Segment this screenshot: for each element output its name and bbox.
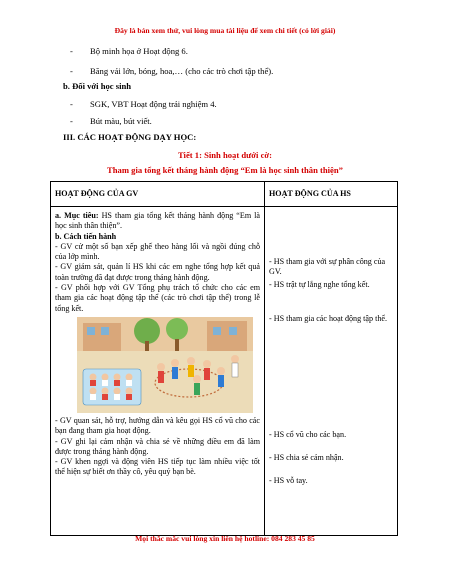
hs-step: - HS vỗ tay. [269, 476, 308, 485]
list-item: - SGK, VBT Hoạt động trải nghiệm 4. [70, 99, 217, 109]
seated-students [83, 369, 141, 405]
list-item: - Bút màu, bút viết. [70, 116, 152, 126]
column-header-gv: HOẠT ĐỘNG CỦA GV [51, 182, 265, 207]
schoolyard-illustration [77, 317, 253, 413]
activity-table [50, 181, 398, 536]
hs-cell [265, 207, 398, 536]
hs-step: - HS cổ vũ cho các bạn. [269, 430, 347, 439]
hotline-banner: Mọi thắc mắc vui lòng xin liên hệ hotline: 084 283 45 85 [135, 534, 315, 543]
gv-step: - GV giám sát, quản lí HS khi các em nghe tổng hợp kết quả toàn trường đã đạt được trong tháng hành động. [55, 262, 260, 282]
student-heading: b. Đối với học sinh [63, 81, 132, 91]
hs-step: - HS trật tự lắng nghe tổng kết. [269, 280, 370, 289]
lesson-title: Tiết 1: Sinh hoạt dưới cờ: [177, 150, 273, 160]
gv-step: - GV phối hợp với GV Tổng phụ trách tổ chức cho các em tham gia các hoạt động tập thể (các trò chơi tập thể) trong lễ tổng kết. [55, 283, 260, 313]
gv-step: - GV quan sát, hỗ trợ, hướng dẫn và kêu gọi HS cổ vũ cho các bạn đang tham gia hoạt động. [55, 415, 260, 436]
hs-step: - HS tham gia với sự phân công của GV. [269, 257, 386, 277]
gv-step: - GV khen ngợi và động viên HS tiếp tục làm nhiều việc tốt thể hiện sự biết ơn thầy cô, yêu quý bạn bè. [55, 457, 260, 477]
gv-step: - GV ghi lại cảm nhận và chia sẻ về những điều em đã làm được trong tháng hành động. [55, 436, 260, 456]
method-label: b. Cách tiến hành [55, 231, 117, 241]
list-item-text: Bộ minh họa ở Hoạt động 6. [90, 46, 188, 56]
activity-illustration [77, 317, 253, 413]
goal-text: HS tham gia tổng kết tháng hành động “Em là học sinh thân thiện”. [55, 211, 260, 231]
gv-cell [51, 207, 265, 536]
preview-banner: Đây là bản xem thử, vui lòng mua tài liệu để xem chi tiết (có lời giải) [114, 26, 336, 35]
list-item-text: SGK, VBT Hoạt động trải nghiệm 4. [90, 99, 217, 109]
goal-paragraph [55, 211, 260, 232]
list-item: - Bộ minh họa ở Hoạt động 6. [70, 46, 188, 56]
hs-step: - HS chia sẻ cảm nhận. [269, 453, 344, 462]
hs-step: - HS tham gia các hoạt động tập thể. [269, 314, 387, 323]
column-header-hs: HOẠT ĐỘNG CỦA HS [265, 182, 398, 207]
list-item-text: Bút màu, bút viết. [90, 116, 152, 126]
goal-label: a. Mục tiêu: [55, 211, 99, 220]
list-item: - Băng vải lớn, bóng, hoa,… (cho các trò chơi tập thể). [70, 66, 274, 76]
list-item-text: Băng vải lớn, bóng, hoa,… (cho các trò chơi tập thể). [90, 66, 274, 76]
gv-step: - GV cử một số bạn xếp ghế theo hàng lối và ngồi đúng chỗ của lớp mình. [55, 241, 260, 262]
section-heading: III. CÁC HOẠT ĐỘNG DẠY HỌC: [63, 132, 197, 142]
lesson-subtitle: Tham gia tổng kết tháng hành động “Em là học sinh thân thiện” [107, 165, 343, 175]
